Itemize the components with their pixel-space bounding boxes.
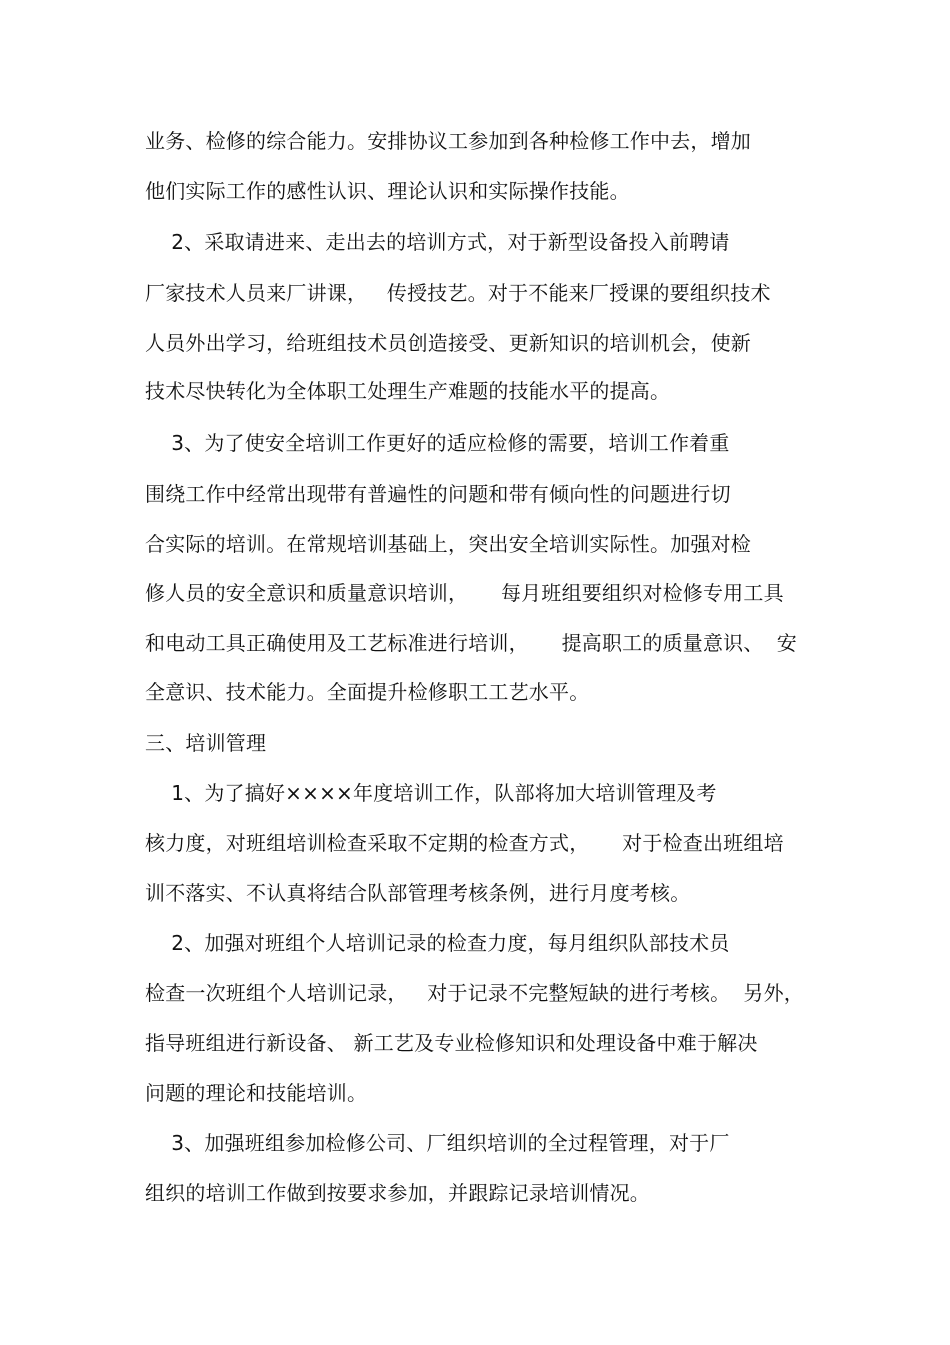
text-line: 他们实际工作的感性认识、理论认识和实际操作技能。: [145, 179, 630, 203]
text-line: 组织的培训工作做到按要求参加，并跟踪记录培训情况。: [145, 1181, 650, 1205]
section-heading: 三、培训管理: [145, 731, 267, 755]
text-line: 2、加强对班组个人培训记录的检查力度，每月组织队部技术员: [145, 931, 730, 955]
text-line: 指导班组进行新设备、 新工艺及专业检修知识和处理设备中难于解决: [145, 1031, 758, 1055]
text-line: 3、为了使安全培训工作更好的适应检修的需要，培训工作着重: [145, 431, 730, 455]
text-line: 业务、检修的综合能力。安排协议工参加到各种检修工作中去，增加: [145, 129, 751, 153]
text-line: 训不落实、不认真将结合队部管理考核条例，进行月度考核。: [145, 881, 691, 905]
text-line: 1、为了搞好××××年度培训工作，队部将加大培训管理及考: [145, 781, 717, 805]
text-line: 3、加强班组参加检修公司、厂组织培训的全过程管理，对于厂: [145, 1131, 730, 1155]
text-line: 检查一次班组个人培训记录， 对于记录不完整短缺的进行考核。 另外，: [145, 981, 804, 1005]
text-line: 核力度，对班组培训检查采取不定期的检查方式， 对于检查出班组培: [145, 831, 784, 855]
text-line: 围绕工作中经常出现带有普遍性的问题和带有倾向性的问题进行切: [145, 482, 731, 506]
text-line: 合实际的培训。在常规培训基础上，突出安全培训实际性。加强对检: [145, 532, 751, 556]
text-line: 全意识、技术能力。全面提升检修职工工艺水平。: [145, 680, 590, 704]
text-line: 人员外出学习，给班组技术员创造接受、更新知识的培训机会，使新: [145, 331, 751, 355]
text-line: 厂家技术人员来厂讲课， 传授技艺。对于不能来厂授课的要组织技术: [145, 281, 771, 305]
text-line: 2、采取请进来、走出去的培训方式，对于新型设备投入前聘请: [145, 230, 730, 254]
text-line: 和电动工具正确使用及工艺标准进行培训， 提高职工的质量意识、 安: [145, 631, 797, 655]
text-line: 修人员的安全意识和质量意识培训， 每月班组要组织对检修专用工具: [145, 581, 784, 605]
text-line: 问题的理论和技能培训。: [145, 1081, 368, 1105]
text-line: 技术尽快转化为全体职工处理生产难题的技能水平的提高。: [145, 379, 671, 403]
